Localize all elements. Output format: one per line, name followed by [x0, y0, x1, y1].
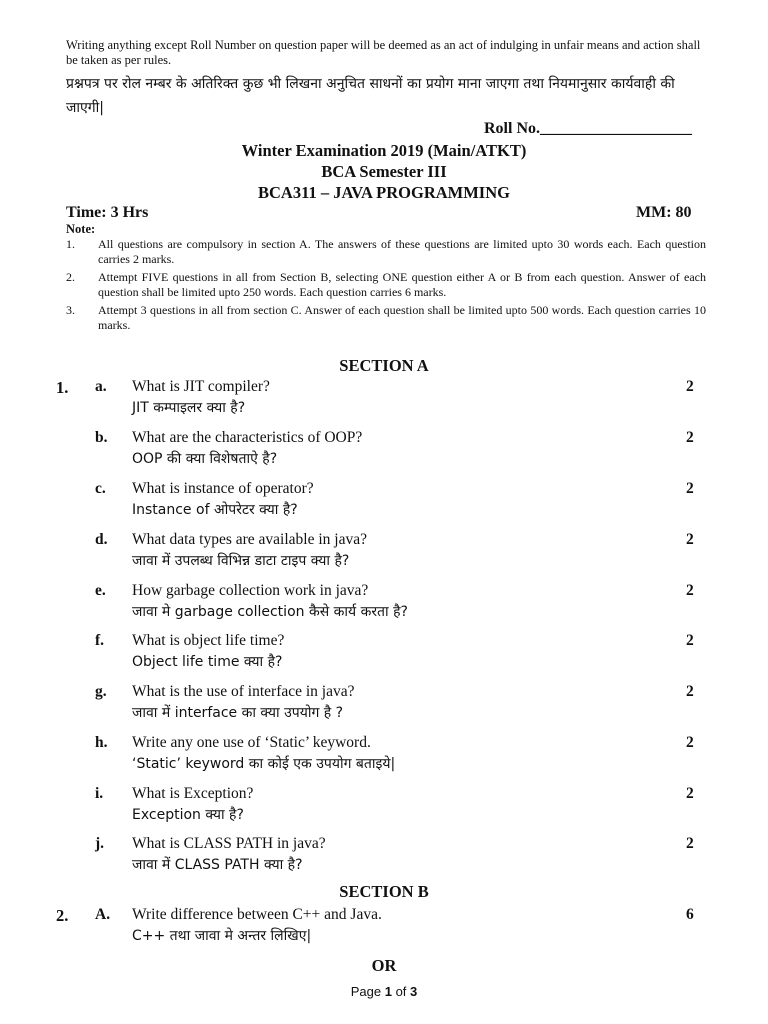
question-text-hindi: OOP की क्या विशेषताऐ है?	[132, 451, 278, 467]
note-text: Attempt FIVE questions in all from Section B, selecting ONE question either A or B from each question. Answer of each question shall be limited upto 250 words. Each question carries 6 marks.	[98, 270, 706, 299]
question-text-english: What is CLASS PATH in java?	[132, 835, 326, 852]
question-text-english: What data types are available in java?	[132, 531, 367, 548]
question-text-hindi: C++ तथा जावा मे अन्तर लिखिए|	[132, 928, 312, 944]
semester-title: BCA Semester III	[321, 162, 447, 181]
max-marks-label: MM: 80	[636, 204, 692, 221]
question-text-hindi: Object life time क्या है?	[132, 654, 283, 670]
sub-question-letter: e.	[95, 582, 106, 599]
question-item	[0, 683, 768, 733]
sub-question-letter: c.	[95, 480, 106, 497]
sub-question-letter: i.	[95, 785, 104, 802]
question-number: 2.	[56, 906, 69, 925]
roll-number-field: Roll No.___________________	[484, 120, 692, 137]
note-number: 3.	[66, 303, 75, 317]
sub-question-letter: A.	[95, 906, 111, 923]
section-b-heading: SECTION B	[339, 882, 429, 901]
question-item	[0, 429, 768, 479]
note-item	[66, 303, 706, 332]
question-item	[0, 480, 768, 530]
notes-list	[66, 237, 706, 336]
or-separator: OR	[371, 956, 397, 975]
question-text-english: What is Exception?	[132, 785, 254, 802]
question-text-english: What are the characteristics of OOP?	[132, 429, 363, 446]
total-pages: 3	[410, 984, 418, 999]
note-number: 2.	[66, 270, 75, 284]
question-text-english: How garbage collection work in java?	[132, 582, 369, 599]
question-marks: 2	[686, 835, 694, 852]
question-marks: 2	[686, 429, 694, 446]
question-item	[0, 734, 768, 784]
question-text-english: What is the use of interface in java?	[132, 683, 355, 700]
subject-title: BCA311 – JAVA PROGRAMMING	[258, 183, 510, 202]
question-marks: 2	[686, 734, 694, 751]
sub-question-letter: f.	[95, 632, 105, 649]
sub-question-letter: h.	[95, 734, 108, 751]
question-item	[0, 835, 768, 885]
note-text: Attempt 3 questions in all from section C. Answer of each question shall be limited upto 500 words. Each question carries 10 marks.	[98, 303, 706, 332]
question-marks: 2	[686, 632, 694, 649]
question-text-english: What is object life time?	[132, 632, 285, 649]
current-page: 1	[384, 984, 392, 999]
question-item	[0, 785, 768, 835]
question-text-english: Write any one use of ‘Static’ keyword.	[132, 734, 371, 751]
warning-hindi: प्रश्नपत्र पर रोल नम्बर के अतिरिक्त कुछ भी लिखना अनुचित साधनों का प्रयोग माना जाएगा तथा नियमानुसार कार्यवाही की जाएगी|	[66, 76, 675, 116]
question-marks: 2	[686, 378, 694, 395]
question-text-english: Write difference between C++ and Java.	[132, 906, 382, 923]
question-text-hindi: JIT कम्पाइलर क्या है?	[132, 400, 246, 416]
question-text-hindi: जावा मे garbage collection कैसे कार्य करता है?	[132, 604, 408, 620]
section-a-heading: SECTION A	[339, 356, 429, 375]
sub-question-letter: b.	[95, 429, 108, 446]
question-text-hindi: जावा में CLASS PATH क्या है?	[132, 857, 303, 873]
note-text: All questions are compulsory in section A. The answers of these questions are limited upto 30 words each. Each question carries 2 marks.	[98, 237, 706, 266]
question-text-hindi: Instance of ओपरेटर क्या है?	[132, 502, 298, 518]
note-item	[66, 237, 706, 266]
question-text-hindi: ‘Static’ keyword का कोई एक उपयोग बताइये|	[132, 756, 396, 772]
question-item	[0, 906, 768, 956]
question-marks: 2	[686, 785, 694, 802]
question-text-english: What is instance of operator?	[132, 480, 314, 497]
exam-title: Winter Examination 2019 (Main/ATKT)	[241, 141, 527, 160]
note-number: 1.	[66, 237, 75, 251]
question-item	[0, 632, 768, 682]
question-text-hindi: जावा में interface का क्या उपयोग है ?	[132, 705, 344, 721]
page-footer	[0, 984, 768, 999]
question-text-hindi: Exception क्या है?	[132, 807, 244, 823]
question-marks: 2	[686, 531, 694, 548]
question-text-english: What is JIT compiler?	[132, 378, 270, 395]
sub-question-letter: a.	[95, 378, 107, 395]
page-middle: of	[391, 984, 411, 999]
question-marks: 2	[686, 480, 694, 497]
note-label: Note:	[66, 222, 96, 236]
sub-question-letter: j.	[95, 835, 105, 852]
sub-question-letter: d.	[95, 531, 108, 548]
warning-english: Writing anything except Roll Number on question paper will be deemed as an act of indulging in unfair means and action shall be taken as per rules.	[66, 38, 701, 67]
page-prefix: Page	[350, 984, 385, 999]
question-text-hindi: जावा में उपलब्ध विभिन्न डाटा टाइप क्या है?	[132, 553, 350, 569]
question-number: 1.	[56, 378, 69, 397]
question-marks: 2	[686, 683, 694, 700]
question-item	[0, 378, 768, 428]
question-marks: 6	[686, 906, 694, 923]
question-marks: 2	[686, 582, 694, 599]
note-item	[66, 270, 706, 299]
sub-question-letter: g.	[95, 683, 107, 700]
question-item	[0, 531, 768, 581]
time-label: Time: 3 Hrs	[66, 204, 149, 221]
question-item	[0, 582, 768, 632]
